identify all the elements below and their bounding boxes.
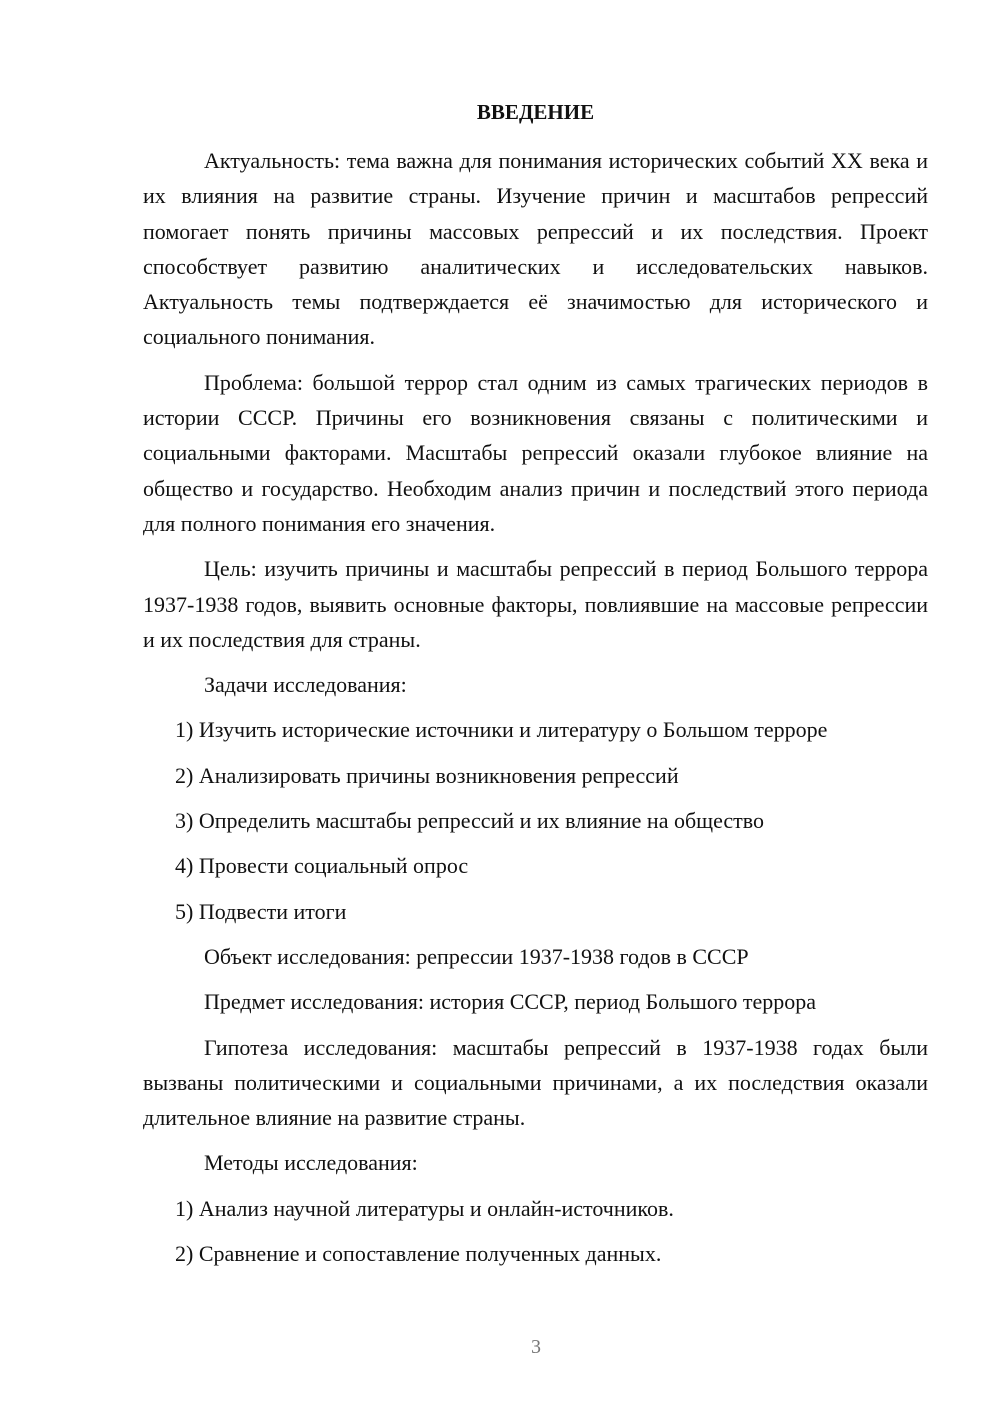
page-number: 3 (531, 1336, 541, 1358)
subject-paragraph: Предмет исследования: история СССР, период Большого террора (204, 989, 816, 1015)
relevance-paragraph: Актуальность: тема важна для понимания исторических событий XX века и их влияния на развитие страны. Изучение причин и масштабов репрессий помогает понять причины массовых репрессий и их последствия. Проект способствует развитию аналитических и исследовательских навыков. Актуальность темы подтверждается её значимостью для исторического и социального понимания. (143, 148, 928, 350)
methods-heading: Методы исследования: (204, 1150, 418, 1176)
task-item: 1) Изучить исторические источники и литературу о Большом терроре (175, 717, 828, 743)
task-item: 2) Анализировать причины возникновения репрессий (175, 762, 679, 788)
task-item: 3) Определить масштабы репрессий и их влияние на общество (175, 808, 765, 834)
goal-paragraph: Цель: изучить причины и масштабы репрессий в период Большого террора 1937-1938 годов, выявить основные факторы, повлиявшие на массовые репрессии и их последствия для страны. (143, 556, 928, 652)
problem-paragraph: Проблема: большой террор стал одним из самых трагических периодов в истории СССР. Причины его возникновения связаны с политическими и социальными факторами. Масштабы репрессий оказали глубокое влияние на общество и государство. Необходим анализ причин и последствий этого периода для полного понимания его значения. (143, 369, 928, 536)
page-title: ВВЕДЕНИЕ (476, 100, 595, 124)
method-item: 2) Сравнение и сопоставление полученных данных. (175, 1241, 662, 1267)
object-paragraph: Объект исследования: репрессии 1937-1938 годов в СССР (204, 943, 749, 969)
tasks-heading: Задачи исследования: (204, 672, 407, 698)
task-item: 5) Подвести итоги (175, 898, 347, 924)
document-body (143, 143, 928, 1281)
method-item: 1) Анализ научной литературы и онлайн-источников. (175, 1195, 674, 1221)
task-item: 4) Провести социальный опрос (175, 853, 469, 879)
hypothesis-paragraph: Гипотеза исследования: масштабы репрессий в 1937-1938 годах были вызваны политическими и социальными причинами, а их последствия оказали длительное влияние на развитие страны. (143, 1034, 928, 1131)
